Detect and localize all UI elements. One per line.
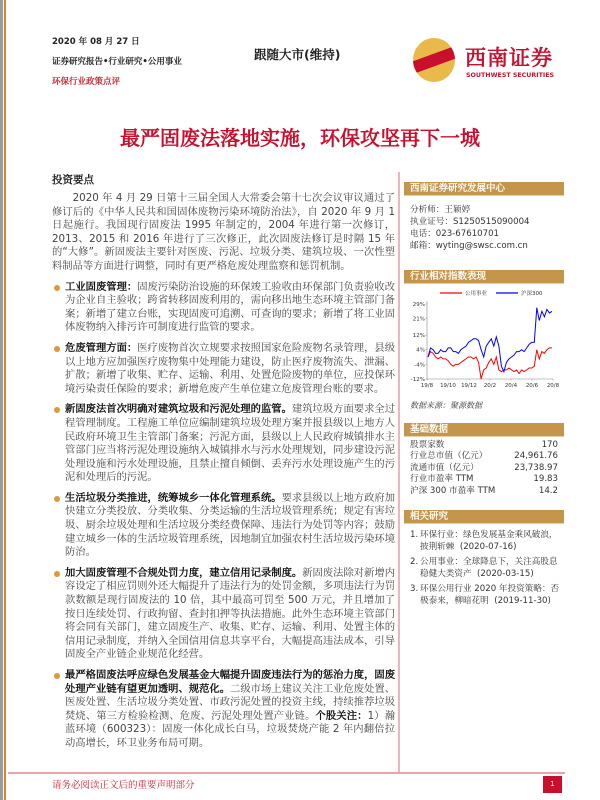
left-border-orange xyxy=(4,0,6,800)
item-date: (2020-07-16) xyxy=(459,542,517,552)
bullet-dot-icon xyxy=(54,496,60,502)
bullet-lead: 新固废法首次明确对建筑垃圾和污泥处理的监管。 xyxy=(65,403,292,416)
basic-data-value: 24,961.76 xyxy=(514,451,558,462)
item-title: 公用事业：全球降息下，关注高股息稳健大类资产 xyxy=(420,557,558,579)
bullet-item xyxy=(52,342,395,396)
analyst-license: 执业证号：S1250515090004 xyxy=(410,217,530,227)
research-center-header: 西南证券研究发展中心 xyxy=(404,182,564,196)
column-divider xyxy=(398,172,400,772)
bullet-text: 建筑垃圾方面要求全过程管理制度。工程施工单位应编制建筑垃圾处理方案并报县级以上地方人民政府环境卫生主管部门备案；污泥方面，县级以上人民政府城镇排水主管部门应当将污泥处理设施纳入城镇排水与污水处理规划，同步建设污泥处理设施和污水处理设施，且禁止擅自倾倒、丢弃污水处理设施产生的污泥和处理后的污泥。 xyxy=(65,403,396,484)
disclaimer-note: 请务必阅读正文后的重要声明部分 xyxy=(52,780,195,791)
item-date: (2019-11-30) xyxy=(494,596,551,606)
bullet-item xyxy=(52,492,395,560)
bullet-text: 固废污染防治设施的环保竣工验收由环保部门负责验收改为企业自主验收；跨省转移固废利用的，需向移出地生态环境主管部门备案；新增了建立台账，实现固废可追溯、可查询的要求；新增了将工业固体废物纳入排污许可制度进行监管的要求。 xyxy=(65,280,396,334)
basic-data-label: 行业市盈率 TTM xyxy=(410,474,474,485)
item-title: 环保行业：绿色发展基金乘风破浪，披荆斩棘 xyxy=(420,530,558,552)
bullet-text: 二级市场上建议关注工业危废处置、医废处置、生活垃圾分类处置、市政污泥处置的投资主线，持续推荐垃圾焚烧、第三方检验检测、危废、污泥处理处置产业链。 xyxy=(65,682,396,722)
related-research-header: 相关研究 xyxy=(404,510,564,524)
basic-data-row xyxy=(404,463,564,474)
x-tick-label: 19/12 xyxy=(461,383,477,389)
bullet-lead: 加大固废管理不合规处罚力度，建立信用记录制度。 xyxy=(65,566,303,579)
y-tick-label: -12% xyxy=(410,377,425,383)
report-date: 2020 年 08 月 27 日 xyxy=(52,37,140,47)
x-tick-label: 19/8 xyxy=(420,383,434,389)
report-subtitle: 环保行业政策点评 xyxy=(52,77,121,87)
bullet-dot-icon xyxy=(54,285,60,291)
basic-data-value: 14.2 xyxy=(538,485,558,496)
item-number: 2. xyxy=(410,557,419,567)
x-tick-label: 20/6 xyxy=(525,383,539,389)
legend-label: 公用事业 xyxy=(465,291,488,297)
basic-data-label: 流通市值（亿元） xyxy=(410,462,479,473)
logo-emblem-icon xyxy=(413,38,455,82)
bullet-item xyxy=(52,669,395,751)
performance-header-wrap xyxy=(404,270,564,284)
item-number: 3. xyxy=(410,584,419,594)
bullet-item xyxy=(52,403,395,485)
basic-data-row xyxy=(404,451,564,462)
related-research-item[interactable] xyxy=(410,583,564,607)
stock-focus-text: 1）瀚蓝环境（600323）：固废一体化成长白马，垃圾焚烧产能 2 年内翻倍拉动高增长，环卫业务布局可期。 xyxy=(65,709,395,749)
analyst-name: 分析师：王颖婷 xyxy=(410,205,471,215)
logo-text-cn: 西南证券 xyxy=(465,45,553,70)
bullet-text: 要求县级以上地方政府加快建立分类投放、分类收集、分类运输的生活垃圾管理系统；规定有害垃圾、厨余垃圾处理和生活垃圾分类经费保障、违法行为处罚等内容；鼓励建立城乡一体的生活垃圾管理系统，因地制宜加强农村生活垃圾污染环境防治。 xyxy=(65,491,396,559)
related-research-item[interactable] xyxy=(410,556,564,580)
bullet-dot-icon xyxy=(54,407,60,413)
basic-data-label: 股票家数 xyxy=(410,440,445,450)
relative-index-chart xyxy=(404,287,564,397)
y-tick-label: -4% xyxy=(414,362,425,369)
performance-header: 行业相对指数表现 xyxy=(404,270,564,284)
analyst-panel xyxy=(404,182,564,252)
intro-paragraph: 2020 年 4 月 29 日第十三届全国人大常委会第十七次会议审议通过了修订后的《中华人民共和国固体废物污染环境防治法》，自 2020 年 9 月 1 日起施行。我国现行固废法 1995 年制定的，2004 年进行第一次修订，2013、2015 和 2016 年进行了三次修正，此次固废法修订是时隔 15 年的“大修”。新固废法主要针对医废、污泥、垃圾分类、建筑垃圾、一次性塑料制品等方面进行调整，同时有更严格危废处理监察和惩罚机制。 xyxy=(52,192,395,272)
item-title: 环保公用行业 2020 年投资策略：否极泰来，柳暗花明 xyxy=(420,584,560,606)
bullet-item xyxy=(52,567,395,662)
basic-data-panel xyxy=(404,423,564,497)
basic-data-header: 基础数据 xyxy=(404,423,564,437)
bullet-text: 新固废法除对新增内容设定了相应罚则外还大幅提升了违法行为的处罚金额，多项违法行为罚款数额是现行固废法的 10 倍，其中最高可罚至 500 万元，并且增加了按日连续处罚、行政拘留、查封扣押等执法措施。此外生态环境主管部门将会同有关部门，建立固废生产、收集、贮存、运输、利用、处置主体的信用记录制度，并纳入全国信用信息共享平台，大幅提高违法成本，引导固废全产业链企业规范化经营。 xyxy=(65,566,396,661)
page-number: 1 xyxy=(543,776,562,793)
series-line-utilities xyxy=(428,348,552,379)
logo-text-en: SOUTHWEST SECURITIES xyxy=(466,72,555,79)
basic-data-value: 19.83 xyxy=(533,474,558,485)
basic-data-row xyxy=(404,486,564,497)
x-tick-label: 20/2 xyxy=(483,383,497,389)
bullet-dot-icon xyxy=(54,346,60,352)
company-logo xyxy=(410,35,560,87)
bullet-lead: 工业固废管理： xyxy=(65,280,138,293)
bullet-lead: 危废管理方面： xyxy=(65,341,138,354)
basic-data-row xyxy=(404,440,564,451)
data-source: 数据来源：聚源数据 xyxy=(410,401,482,410)
section-heading: 投资要点 xyxy=(52,174,94,186)
bullet-lead: 生活垃圾分类推进，统筹城乡一体化管理系统。 xyxy=(65,491,282,504)
y-tick-label: 29% xyxy=(412,302,425,308)
main-column xyxy=(52,174,395,758)
basic-data-label: 行业总市值（亿元） xyxy=(410,451,488,462)
bullet-item xyxy=(52,281,395,335)
bullet-text: 医疗废物首次立规要求按照国家危险废物名录管理，县级以上地方应加强医疗废物集中处理能力建设，防止医疗废物流失、泄漏、扩散；新增了收集、贮存、运输、利用、处置危险废物的单位，应投保环境污染责任保险的要求；新增危废产生单位建立危废管理台账的要求。 xyxy=(65,341,396,395)
related-research-panel xyxy=(404,510,564,610)
stock-focus-label: 个股关注： xyxy=(315,709,368,722)
bullet-dot-icon xyxy=(54,673,60,679)
basic-data-value: 170 xyxy=(541,440,558,450)
bullet-lead: 最严格固废法呼应绿色发展基金大幅提升固废违法行为的惩治力度，固废处理产业链有望更加透明、规范化。 xyxy=(65,669,395,695)
x-tick-label: 20/8 xyxy=(546,383,560,389)
y-tick-label: 4% xyxy=(416,347,425,354)
report-type: 证券研究报告•行业研究•公用事业 xyxy=(52,57,182,67)
footer-divider xyxy=(8,772,565,774)
legend-label: 沪深300 xyxy=(521,291,543,297)
related-research-item[interactable] xyxy=(410,529,564,553)
basic-data-row xyxy=(404,474,564,485)
analyst-phone: 电话：023-67610701 xyxy=(410,229,500,239)
x-tick-label: 19/10 xyxy=(440,383,456,389)
rating: 跟随大市(维持) xyxy=(254,47,341,62)
y-tick-label: 12% xyxy=(412,333,425,340)
left-border-gray xyxy=(0,0,3,800)
bullet-dot-icon xyxy=(54,571,60,577)
x-tick-label: 20/4 xyxy=(504,383,518,389)
series-line-hs300 xyxy=(428,308,552,372)
basic-data-label: 沪深 300 市盈率 TTM xyxy=(410,485,496,496)
basic-data-value: 23,738.97 xyxy=(514,462,558,473)
y-tick-label: 21% xyxy=(412,316,425,323)
item-date: (2020-03-15) xyxy=(477,569,534,579)
item-number: 1. xyxy=(410,530,419,540)
analyst-email[interactable]: 邮箱：wyting@swsc.com.cn xyxy=(410,241,528,251)
report-title: 最严固废法落地实施，环保攻坚再下一城 xyxy=(120,126,480,150)
